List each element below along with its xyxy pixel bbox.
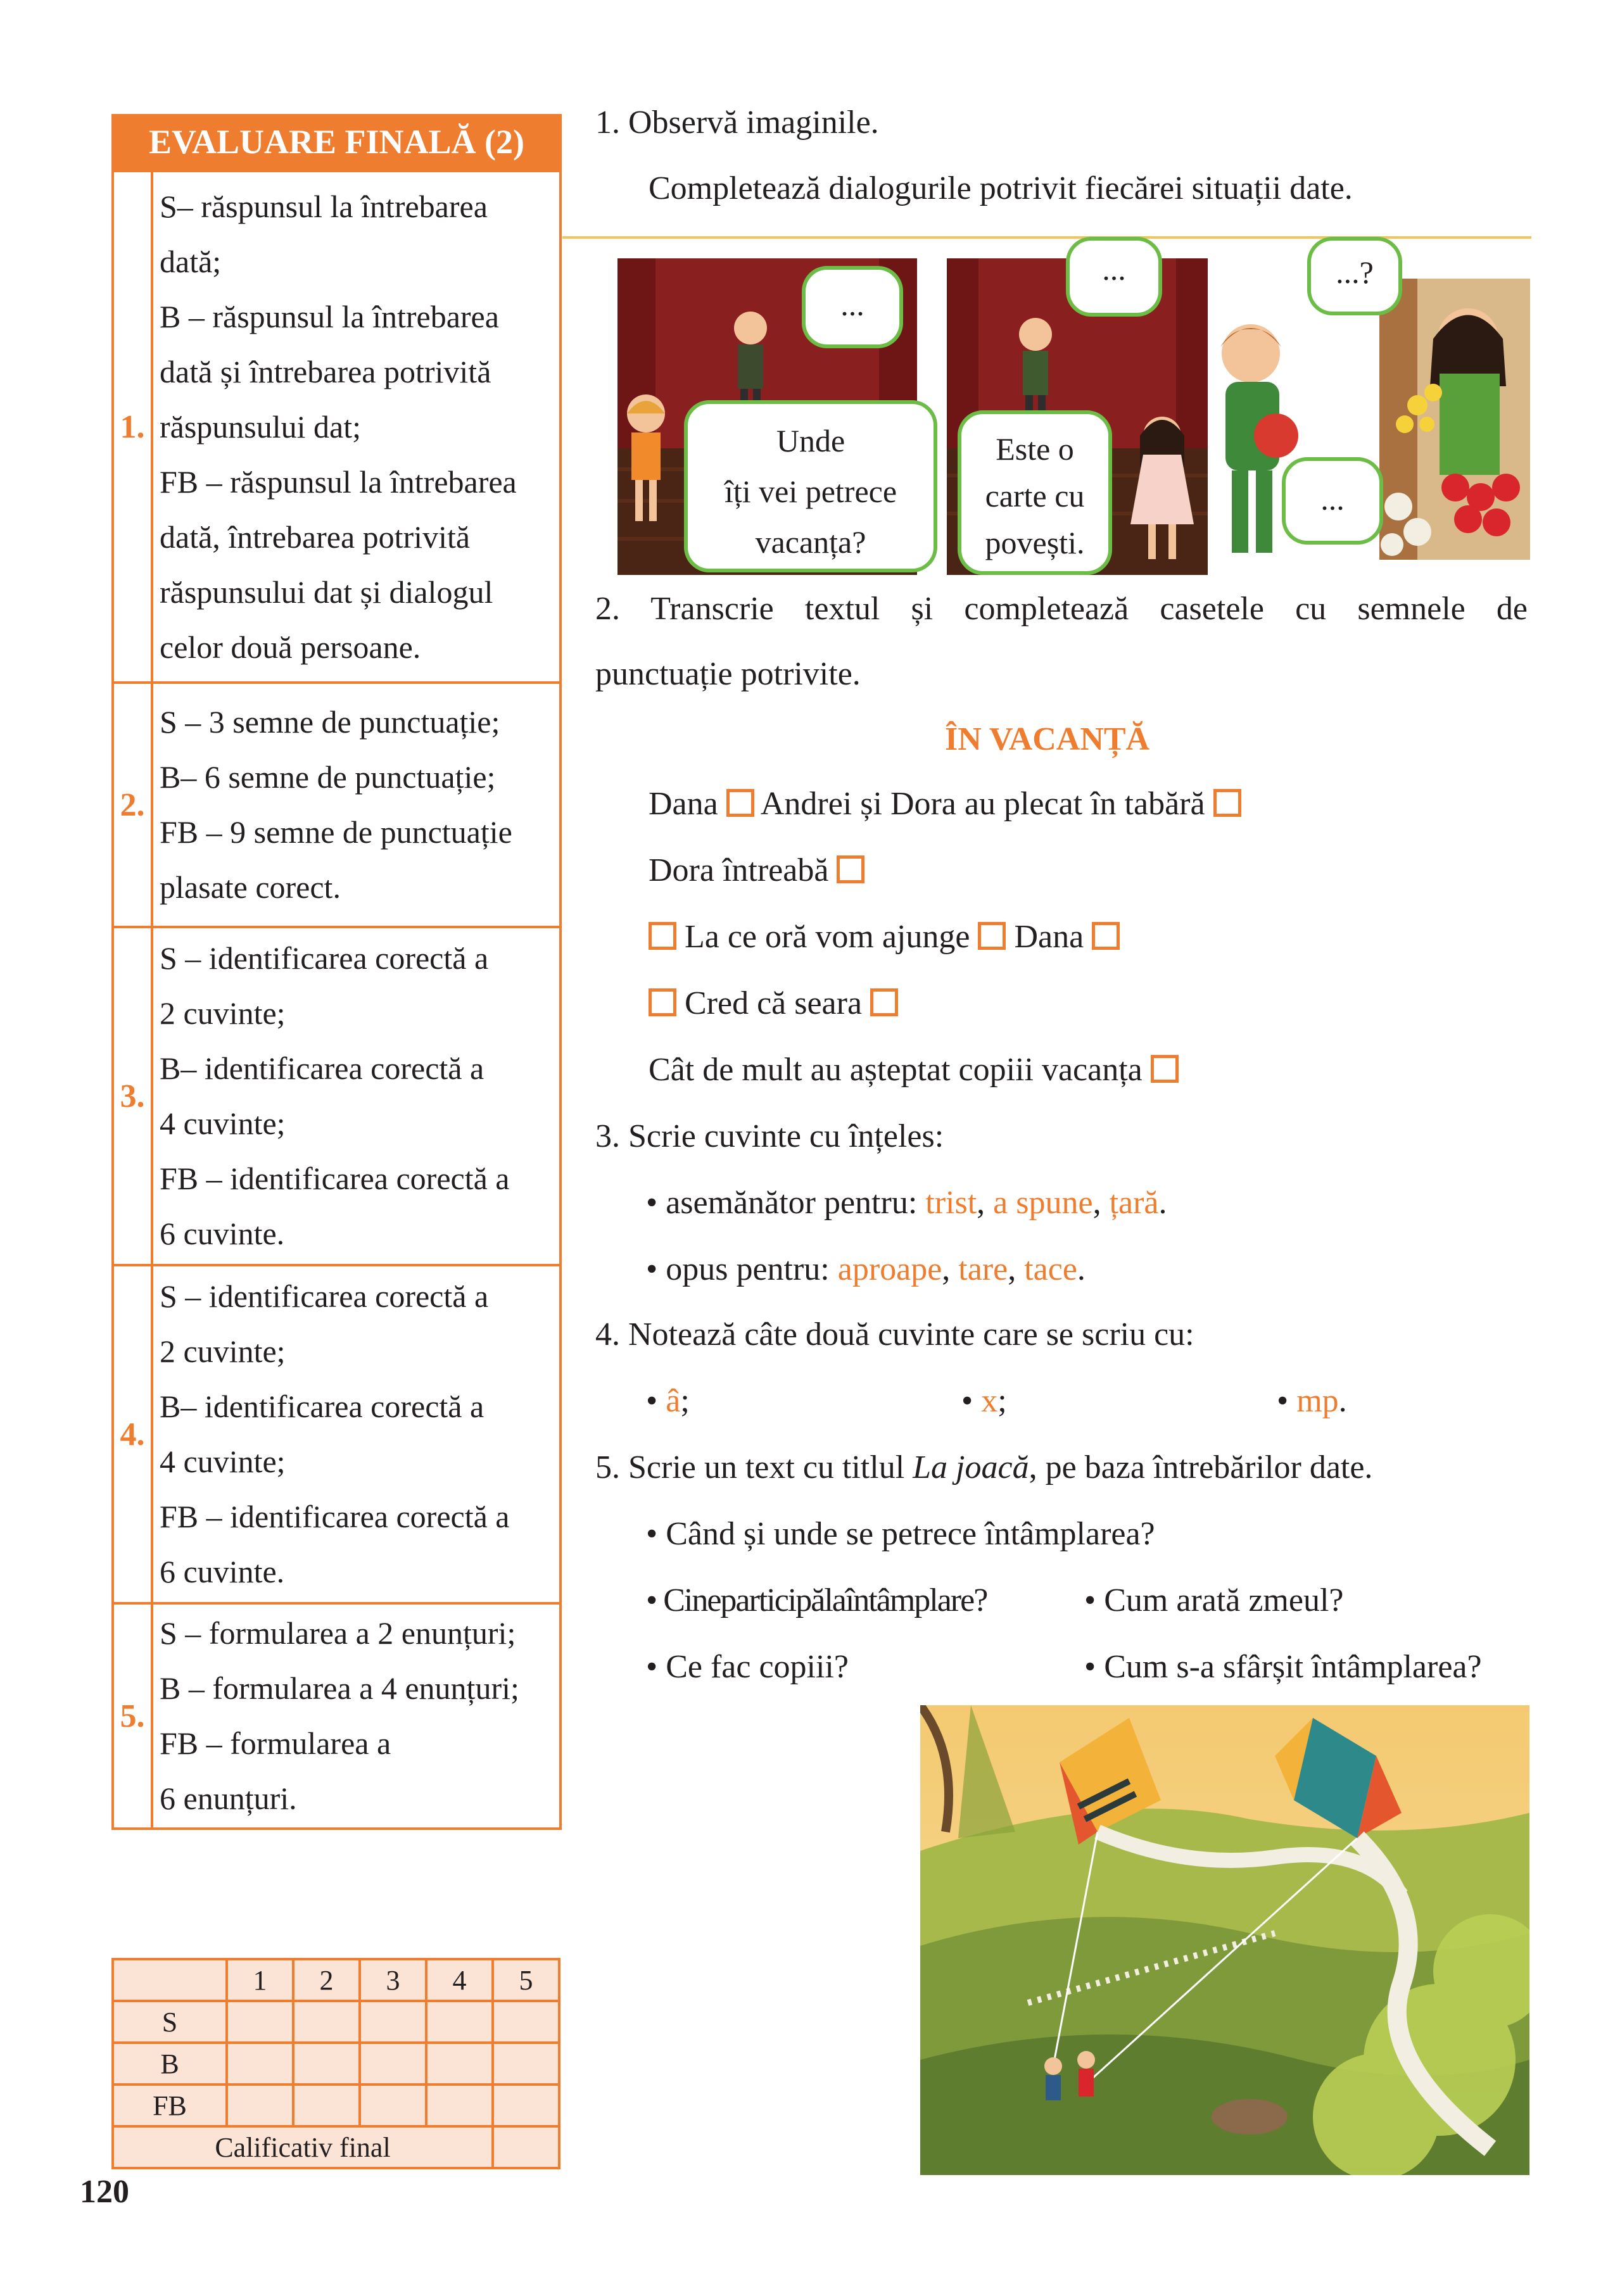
evaluation-row-1 (113, 171, 560, 683)
grid-cell[interactable] (293, 2085, 360, 2126)
grid-col-header: 5 (493, 1959, 559, 2001)
evaluation-row-4 (113, 1265, 560, 1603)
ex3-title: 3. Scrie cuvinte cu înțeles: (595, 1118, 944, 1154)
word: tare (958, 1251, 1008, 1287)
criteria-line: răspunsului dat; (160, 408, 362, 445)
punctuation-box[interactable] (649, 988, 676, 1016)
grid-cell[interactable] (293, 2043, 360, 2085)
criteria-line: B – formularea a 4 enunțuri; (160, 1670, 519, 1706)
punctuation-box[interactable] (837, 855, 864, 883)
text-line-1 (649, 785, 1241, 823)
ex4-item: • mp. (1277, 1383, 1347, 1419)
bubble-line: vacanța? (755, 524, 866, 560)
row-number: 4. (113, 1265, 152, 1603)
label: • asemănător pentru: (646, 1185, 918, 1221)
row-number: 5. (113, 1603, 152, 1829)
criteria-line: B– 6 semne de punctuație; (160, 759, 496, 795)
text-fragment: La ce oră vom ajunge (685, 919, 970, 955)
grid-cell[interactable] (426, 2001, 493, 2043)
evaluation-row-2 (113, 683, 560, 927)
grid-col-header: 1 (227, 1959, 293, 2001)
text-line-3 (649, 918, 1120, 956)
speech-bubble-2-top[interactable]: ... (1066, 237, 1162, 317)
ex3-opposite: • opus pentru: aproape, tare, tace. (646, 1251, 1086, 1287)
punctuation-box[interactable] (978, 922, 1006, 950)
speech-bubble-3-top[interactable]: ...? (1307, 237, 1402, 315)
bubble-line: carte cu (985, 478, 1085, 514)
criteria-line: FB – răspunsul la întrebarea (160, 464, 517, 500)
text-fragment: Dora întreabă (649, 852, 829, 888)
question: • Cum s-a sfârșit întâmplarea? (1084, 1649, 1482, 1685)
criteria-line: 2 cuvinte; (160, 995, 286, 1031)
question: • Cineparticipălaîntâmplare? (646, 1582, 987, 1618)
grid-cell[interactable] (227, 2043, 293, 2085)
text-fragment: Andrei și Dora au plecat în tabără (760, 786, 1205, 822)
ex2-title-line2: punctuație potrivite. (595, 656, 861, 692)
grid-col-header: 3 (360, 1959, 426, 2001)
ex3-similar: • asemănător pentru: trist, a spune, țară. (646, 1185, 1167, 1221)
ex1-title: 1. Observă imaginile. (595, 104, 879, 141)
score-grid (111, 1958, 560, 2169)
evaluation-row-3 (113, 927, 560, 1265)
criteria-line: dată; (160, 243, 222, 279)
punctuation-box[interactable] (870, 988, 898, 1016)
punctuation-box[interactable] (1213, 789, 1241, 817)
speech-bubble-1-top[interactable]: ... (802, 266, 903, 348)
text-fragment: Cât de mult au așteptat copiii vacanța (649, 1052, 1143, 1088)
criteria-line: B– identificarea corectă a (160, 1050, 484, 1086)
grid-row-header: B (113, 2043, 227, 2085)
criteria-line: celor două persoane. (160, 629, 421, 665)
final-grade-cell[interactable] (493, 2126, 559, 2168)
ex4-item: • x; (961, 1383, 1007, 1419)
punctuation-box[interactable] (649, 922, 676, 950)
letter: x (981, 1383, 998, 1419)
criteria-line: S – formularea a 2 enunțuri; (160, 1615, 516, 1651)
grid-cell[interactable] (493, 2043, 559, 2085)
punctuation-box[interactable] (726, 789, 754, 817)
criteria-line: S – identificarea corectă a (160, 940, 489, 976)
question: • Ce fac copiii? (646, 1649, 849, 1685)
text-line-4 (649, 985, 898, 1022)
bubble-line: Este o (996, 431, 1074, 467)
scene-3-flower-seller (1379, 279, 1530, 560)
essay-title: La joacă (913, 1449, 1029, 1485)
criteria-line: plasate corect. (160, 869, 341, 905)
kite-illustration (920, 1705, 1529, 2175)
criteria-line: 6 cuvinte. (160, 1554, 285, 1589)
text: 5. Scrie un text cu titlul (595, 1449, 913, 1485)
criteria-line: 4 cuvinte; (160, 1444, 286, 1479)
row-number: 3. (113, 927, 152, 1265)
word: țară (1109, 1185, 1159, 1221)
criteria-line: 6 cuvinte. (160, 1216, 285, 1251)
criteria-line: 6 enunțuri. (160, 1781, 297, 1816)
kite-scene-art (920, 1705, 1529, 2175)
speech-bubble-3-bottom[interactable]: ... (1282, 457, 1383, 545)
word: trist (925, 1185, 977, 1221)
text: , pe baza întrebărilor date. (1029, 1449, 1373, 1485)
speech-bubble-1-bottom (684, 400, 937, 572)
grid-row-header: S (113, 2001, 227, 2043)
text-fragment: Dana (1014, 919, 1084, 955)
ex4-title: 4. Notează câte două cuvinte care se scriu cu: (595, 1316, 1194, 1353)
criteria-line: S – 3 semne de punctuație; (160, 704, 500, 740)
ex4-item: • â; (646, 1383, 690, 1419)
text-fragment: Dana (649, 786, 718, 822)
grid-cell[interactable] (426, 2043, 493, 2085)
criteria-line: B– identificarea corectă a (160, 1389, 484, 1424)
row-number: 1. (113, 171, 152, 683)
criteria-line: 2 cuvinte; (160, 1334, 286, 1369)
evaluation-row-5 (113, 1603, 560, 1829)
criteria-line: FB – identificarea corectă a (160, 1161, 510, 1196)
grid-cell[interactable] (360, 2001, 426, 2043)
final-grade-label: Calificativ final (113, 2126, 493, 2168)
word: tace (1024, 1251, 1077, 1287)
grid-cell[interactable] (360, 2085, 426, 2126)
grid-cell[interactable] (426, 2085, 493, 2126)
label: • opus pentru: (646, 1251, 830, 1287)
speech-bubble-2-bottom (958, 410, 1112, 575)
grid-col-header: 2 (293, 1959, 360, 2001)
text-heading: ÎN VACANȚĂ (945, 721, 1150, 757)
criteria-line: FB – 9 semne de punctuație (160, 814, 512, 850)
word: a spune (993, 1185, 1093, 1221)
ex5-title (595, 1449, 1372, 1486)
row-number: 2. (113, 683, 152, 927)
criteria-line: dată și întrebarea potrivită (160, 353, 491, 389)
ex2-title-line1: 2. Transcrie textul și completează casetele cu semnele de (595, 591, 1528, 627)
grid-row-header: FB (113, 2085, 227, 2126)
evaluation-table (111, 170, 562, 1830)
bubble-line: Unde (776, 423, 845, 458)
punctuation-box[interactable] (1092, 922, 1120, 950)
ex1-instruction: Completează dialogurile potrivit fiecărei situații date. (649, 170, 1353, 206)
criteria-line: S– răspunsul la întrebarea (160, 188, 488, 224)
bubble-line: povești. (985, 525, 1085, 560)
grid-cell[interactable] (227, 2085, 293, 2126)
letter: mp (1296, 1383, 1339, 1419)
text-fragment: Cred că seara (685, 985, 863, 1021)
grid-col-header: 4 (426, 1959, 493, 2001)
criteria-line: FB – formularea a (160, 1725, 391, 1761)
flower-shop-illustration (1379, 279, 1530, 560)
grid-cell[interactable] (227, 2001, 293, 2043)
grid-corner (113, 1959, 227, 2001)
criteria-line: răspunsului dat și dialogul (160, 574, 493, 610)
grid-cell[interactable] (493, 2001, 559, 2043)
grid-cell[interactable] (360, 2043, 426, 2085)
criteria-line: S – identificarea corectă a (160, 1278, 489, 1314)
criteria-line: B – răspunsul la întrebarea (160, 298, 499, 334)
grid-cell[interactable] (493, 2085, 559, 2126)
criteria-line: FB – identificarea corectă a (160, 1499, 510, 1534)
text-line-2 (649, 852, 864, 889)
question: • Când și unde se petrece întâmplarea? (646, 1516, 1155, 1552)
criteria-line: dată, întrebarea potrivită (160, 519, 471, 555)
criteria-line: 4 cuvinte; (160, 1106, 286, 1141)
grid-cell[interactable] (293, 2001, 360, 2043)
word: aproape (837, 1251, 942, 1287)
text-line-5 (649, 1051, 1179, 1088)
bubble-line: îți vei petrece (724, 474, 897, 509)
evaluation-title: EVALUARE FINALĂ (2) (111, 114, 562, 170)
question: • Cum arată zmeul? (1084, 1582, 1344, 1618)
page-number: 120 (80, 2174, 129, 2210)
punctuation-box[interactable] (1151, 1055, 1179, 1083)
letter: â (666, 1383, 681, 1419)
